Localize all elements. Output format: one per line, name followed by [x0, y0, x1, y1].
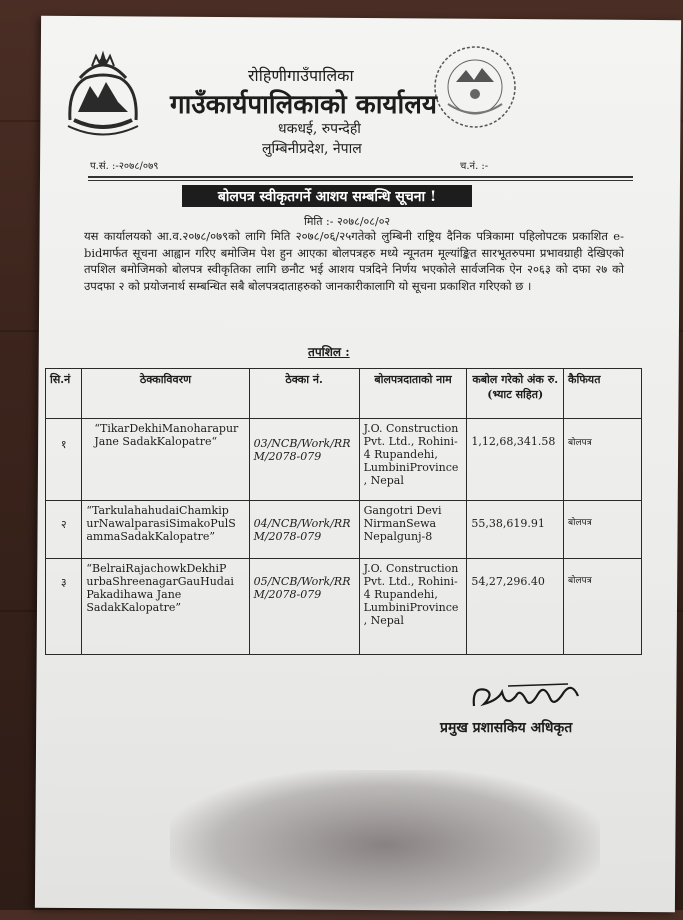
row-amount: 55,38,619.91: [467, 501, 564, 559]
header-divider-thin: [88, 180, 633, 181]
row-sn: ३: [46, 559, 82, 655]
row-contract-no: 03/NCB/Work/RR M/2078-079: [249, 419, 359, 501]
row-remarks: बोलपत्र: [564, 559, 642, 655]
col-sn: सि.नं: [46, 369, 82, 419]
row-description: “TarkulahahudaiChamkip urNawalparasiSimakoPulS ammaSadakKalopatre”: [82, 501, 249, 559]
details-heading: तपशिल :: [308, 345, 350, 359]
col-description: ठेक्काविवरण: [82, 369, 249, 419]
row-sn: १: [46, 419, 82, 501]
table-row: [46, 419, 642, 501]
notice-title: बोलपत्र स्वीकृतगर्ने आशय सम्बन्धि सूचना !: [182, 185, 472, 207]
row-remarks: बोलपत्र: [564, 419, 642, 501]
office-address: धकधई, रुपन्देही: [278, 121, 361, 137]
award-table: [45, 368, 642, 655]
col-remarks: कैफियत: [564, 369, 642, 419]
row-bidder: J.O. Construction Pvt. Ltd., Rohini-4 Rupandehi, LumbiniProvince , Nepal: [359, 419, 467, 501]
table-row: [46, 559, 642, 655]
table-row: [46, 501, 642, 559]
office-name: रोहिणीगाउँपालिका: [248, 66, 354, 85]
signature-icon: [468, 678, 588, 718]
row-contract-no: 04/NCB/Work/RR M/2078-079: [249, 501, 359, 559]
government-emblem-icon: [62, 48, 144, 143]
row-bidder: Gangotri Devi NirmanSewa Nepalgunj-8: [359, 501, 467, 559]
notice-body: यस कार्यालयको आ.व.२०७८/०७९को लागि मिति २०७८/०६/२५गतेको लुम्बिनी राष्ट्रिय दैनिक पत्रिकामा पहिलोपटक प्रकाशित e-bidमार्फत सूचना आह्वान गरिए बमोजिम पेश हुन आएका बोलपत्रहरु मध्ये न्यूनतम मूल्यांङ्कित सारभूतरुपमा प्रभावग्राही देखिएको तपशिल बमोजिमको बोलपत्र स्वीकृतिका लागि छनौट भई आशय पत्रदिने निर्णय भएकोले सार्वजनिक ऐन २०६३ को दफा २७ को उपदफा २ को प्रयोजनार्थ सम्बन्धित सबै बोलपत्रदाताहरुको जानकारीकालागि यो सूचना प्रकाशित गरिएको छ ।: [84, 229, 624, 293]
row-description: “BelraiRajachowkDekhiP urbaShreenagarGauHudai Pakadihawa Jane SadakKalopatre”: [82, 559, 249, 655]
col-bidder: बोलपत्रदाताको नाम: [359, 369, 467, 419]
row-sn: २: [46, 501, 82, 559]
row-amount: 1,12,68,341.58: [467, 419, 564, 501]
header-divider: [88, 176, 633, 178]
row-remarks: बोलपत्र: [564, 501, 642, 559]
officer-designation: प्रमुख प्रशासकिय अधिकृत: [440, 720, 573, 736]
table-header-row: [46, 369, 642, 419]
dispatch-number: च.नं. :-: [460, 161, 489, 172]
notice-date: मिति :- २०७८/०८/०२: [304, 215, 391, 228]
row-bidder: J.O. Construction Pvt. Ltd., Rohini-4 Rupandehi, LumbiniProvince , Nepal: [359, 559, 467, 655]
row-description: “TikarDekhiManoharapur Jane SadakKalopatre“: [82, 419, 249, 501]
row-contract-no: 05/NCB/Work/RR M/2078-079: [249, 559, 359, 655]
office-title: गाउँकार्यपालिकाको कार्यालय: [170, 90, 437, 120]
row-amount: 54,27,296.40: [467, 559, 564, 655]
photo-shadow: [170, 770, 600, 920]
office-seal-icon: [430, 42, 520, 132]
col-contract-no: ठेक्का नं.: [249, 369, 359, 419]
col-amount: कबोल गरेको अंक रु.(भ्याट सहित): [467, 369, 564, 419]
office-province: लुम्बिनीप्रदेश, नेपाल: [262, 141, 362, 157]
reference-number: प.सं. :-२०७८/०७९: [90, 161, 159, 172]
